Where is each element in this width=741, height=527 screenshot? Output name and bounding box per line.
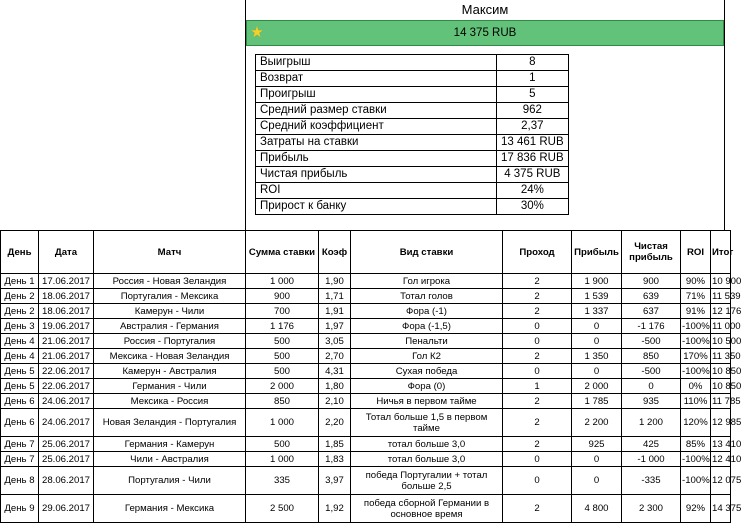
cell-bet-type: Фора (-1,5)	[351, 319, 503, 334]
cell-day: День 9	[1, 495, 39, 523]
column-header-match: Матч	[94, 231, 246, 274]
summary-value: 30%	[497, 199, 569, 215]
cell-bet-type: Сухая победа	[351, 364, 503, 379]
cell-total: 10 850	[712, 365, 741, 377]
table-row	[1, 437, 731, 452]
cell-total: 10 900	[712, 275, 741, 287]
cell-bet-type: Тотал голов	[351, 289, 503, 304]
cell-total: 11 000	[712, 320, 741, 332]
cell-odds: 1,90	[319, 274, 351, 289]
table-row	[1, 379, 731, 394]
cell-stake: 1 000	[246, 452, 319, 467]
cell-profit: 925	[572, 437, 622, 452]
table-row	[1, 349, 731, 364]
cell-roi: -100%	[682, 335, 710, 347]
column-header-bet-type: Вид ставки	[351, 231, 503, 274]
table-row	[1, 334, 731, 349]
summary-value: 17 836 RUB	[497, 151, 569, 167]
cell-net-profit: 639	[622, 289, 681, 304]
cell-odds: 1,97	[319, 319, 351, 334]
cell-roi: -100%	[682, 453, 710, 465]
cell-profit: 0	[572, 467, 622, 495]
summary-value: 24%	[497, 183, 569, 199]
cell-stake: 500	[246, 437, 319, 452]
cell-day: День 2	[1, 304, 39, 319]
cell-pass: 2	[503, 274, 572, 289]
cell-net-profit: -500	[622, 334, 681, 349]
cell-stake: 1 176	[246, 319, 319, 334]
cell-total: 10 500	[712, 335, 741, 347]
cell-match: Новая Зеландия - Португалия	[94, 409, 246, 437]
cell-odds: 2,10	[319, 394, 351, 409]
cell-profit: 0	[572, 452, 622, 467]
cell-total: 11 350	[712, 350, 741, 362]
table-row	[1, 409, 731, 437]
cell-bet-type: Пенальти	[351, 334, 503, 349]
summary-value: 1	[497, 71, 569, 87]
table-row	[1, 467, 731, 495]
cell-net-profit: 2 300	[622, 495, 681, 523]
cell-net-profit: 900	[622, 274, 681, 289]
cell-date: 25.06.2017	[39, 437, 94, 452]
summary-label: Прирост к банку	[256, 199, 497, 215]
cell-roi: 120%	[681, 409, 711, 437]
cell-bet-type: Фора (0)	[351, 379, 503, 394]
cell-match: Россия - Португалия	[94, 334, 246, 349]
cell-pass: 0	[503, 467, 572, 495]
cell-bet-type: победа сборной Германии в основное время	[351, 495, 503, 523]
summary-label: ROI	[256, 183, 497, 199]
cell-date: 18.06.2017	[39, 304, 94, 319]
cell-match: Камерун - Австралия	[94, 364, 246, 379]
cell-match: Германия - Камерун	[94, 437, 246, 452]
summary-label: Средний размер ставки	[256, 103, 497, 119]
cell-total: 14 375	[711, 495, 731, 523]
cell-roi: 91%	[681, 304, 711, 319]
cell-profit: 4 800	[572, 495, 622, 523]
table-row	[1, 274, 731, 289]
balance-banner	[246, 20, 724, 46]
cell-date: 28.06.2017	[39, 467, 94, 495]
table-row	[1, 364, 731, 379]
cell-roi: 0%	[681, 379, 711, 394]
cell-odds: 2,20	[319, 409, 351, 437]
cell-total: 11 539	[712, 290, 741, 302]
table-row	[1, 495, 731, 523]
column-header-odds: Коэф	[319, 231, 351, 274]
cell-date: 24.06.2017	[39, 409, 94, 437]
column-header-pass: Проход	[503, 231, 572, 274]
cell-day: День 5	[1, 379, 39, 394]
cell-odds: 1,83	[319, 452, 351, 467]
summary-value: 8	[497, 55, 569, 71]
cell-pass: 0	[503, 364, 572, 379]
cell-pass: 0	[503, 452, 572, 467]
cell-net-profit: -500	[622, 364, 681, 379]
cell-match: Португалия - Чили	[94, 467, 246, 495]
cell-net-profit: -1 176	[622, 319, 681, 334]
summary-label: Выигрыш	[256, 55, 497, 71]
cell-stake: 850	[246, 394, 319, 409]
summary-row	[256, 151, 569, 167]
cell-odds: 3,97	[319, 467, 351, 495]
summary-row	[256, 183, 569, 199]
cell-total: 12 410	[712, 453, 741, 465]
summary-row	[256, 71, 569, 87]
right-border-line	[724, 0, 725, 230]
summary-value: 13 461 RUB	[497, 135, 569, 151]
cell-match: Германия - Мексика	[94, 495, 246, 523]
summary-value: 5	[497, 87, 569, 103]
column-header-profit: Прибыль	[572, 231, 622, 274]
cell-stake: 700	[246, 304, 319, 319]
summary-label: Средний коэффициент	[256, 119, 497, 135]
table-row	[1, 319, 731, 334]
table-row	[1, 304, 731, 319]
cell-pass: 2	[503, 495, 572, 523]
cell-pass: 2	[503, 437, 572, 452]
cell-total: 12 176	[712, 305, 741, 317]
cell-net-profit: 0	[622, 379, 681, 394]
cell-match: Германия - Чили	[94, 379, 246, 394]
cell-pass: 2	[503, 289, 572, 304]
cell-pass: 2	[503, 394, 572, 409]
cell-date: 21.06.2017	[39, 349, 94, 364]
summary-value: 4 375 RUB	[497, 167, 569, 183]
summary-row	[256, 199, 569, 215]
cell-roi: 85%	[681, 437, 711, 452]
cell-stake: 1 000	[246, 274, 319, 289]
summary-table	[255, 54, 569, 215]
cell-odds: 2,70	[319, 349, 351, 364]
column-header-date: Дата	[39, 231, 94, 274]
cell-stake: 2 000	[246, 379, 319, 394]
cell-day: День 5	[1, 364, 39, 379]
cell-odds: 3,05	[319, 334, 351, 349]
cell-roi: 71%	[681, 289, 711, 304]
cell-odds: 1,92	[319, 495, 351, 523]
cell-match: Чили - Австралия	[94, 452, 246, 467]
table-row	[1, 394, 731, 409]
cell-profit: 2 000	[572, 379, 622, 394]
cell-net-profit: 1 200	[622, 409, 681, 437]
cell-odds: 1,91	[319, 304, 351, 319]
summary-row	[256, 103, 569, 119]
cell-date: 17.06.2017	[39, 274, 94, 289]
cell-stake: 1 000	[246, 409, 319, 437]
cell-roi: 90%	[681, 274, 711, 289]
cell-net-profit: 935	[622, 394, 681, 409]
cell-bet-type: Гол игрока	[351, 274, 503, 289]
cell-roi: 92%	[681, 495, 711, 523]
star-icon: ★	[250, 24, 264, 41]
cell-day: День 8	[1, 467, 39, 495]
balance-value: 14 375 RUB	[453, 27, 517, 39]
cell-match: Австралия - Германия	[94, 319, 246, 334]
column-header-net-profit: Чистая прибыль	[622, 231, 681, 274]
cell-profit: 0	[572, 334, 622, 349]
summary-label: Чистая прибыль	[256, 167, 497, 183]
summary-label: Прибыль	[256, 151, 497, 167]
cell-day: День 4	[1, 349, 39, 364]
cell-bet-type: Ничья в первом тайме	[351, 394, 503, 409]
summary-value: 962	[497, 103, 569, 119]
cell-profit: 1 900	[572, 274, 622, 289]
cell-bet-type: Тотал больше 1,5 в первом тайме	[351, 409, 503, 437]
table-row	[1, 452, 731, 467]
summary-row	[256, 87, 569, 103]
cell-date: 24.06.2017	[39, 394, 94, 409]
cell-profit: 0	[572, 364, 622, 379]
page-title: Максим	[461, 2, 509, 17]
cell-pass: 0	[503, 319, 572, 334]
cell-stake: 900	[246, 289, 319, 304]
cell-bet-type: тотал больше 3,0	[351, 437, 503, 452]
cell-net-profit: -1 000	[622, 452, 681, 467]
cell-bet-type: победа Португалии + тотал больше 2,5	[351, 467, 503, 495]
cell-profit: 0	[572, 319, 622, 334]
summary-row	[256, 135, 569, 151]
cell-odds: 1,71	[319, 289, 351, 304]
cell-day: День 3	[1, 319, 39, 334]
cell-total: 13 410	[712, 438, 741, 450]
cell-roi: 170%	[681, 349, 711, 364]
cell-roi: 110%	[681, 394, 711, 409]
column-header-stake: Сумма ставки	[246, 231, 319, 274]
cell-profit: 1 785	[572, 394, 622, 409]
cell-bet-type: Фора (-1)	[351, 304, 503, 319]
summary-row	[256, 55, 569, 71]
cell-day: День 1	[1, 274, 39, 289]
cell-profit: 1 337	[572, 304, 622, 319]
cell-match: Португалия - Мексика	[94, 289, 246, 304]
cell-stake: 500	[246, 334, 319, 349]
cell-stake: 2 500	[246, 495, 319, 523]
cell-bet-type: Гол К2	[351, 349, 503, 364]
cell-profit: 2 200	[572, 409, 622, 437]
cell-odds: 4,31	[319, 364, 351, 379]
cell-match: Камерун - Чили	[94, 304, 246, 319]
cell-total: 10 850	[712, 380, 741, 392]
cell-pass: 2	[503, 349, 572, 364]
summary-row	[256, 119, 569, 135]
cell-pass: 1	[503, 379, 572, 394]
cell-day: День 7	[1, 437, 39, 452]
summary-label: Затраты на ставки	[256, 135, 497, 151]
summary-label: Возврат	[256, 71, 497, 87]
summary-label: Проигрыш	[256, 87, 497, 103]
column-header-day: День	[1, 231, 39, 274]
cell-date: 25.06.2017	[39, 452, 94, 467]
column-header-roi: ROI	[681, 231, 711, 274]
cell-pass: 0	[503, 334, 572, 349]
cell-profit: 1 350	[572, 349, 622, 364]
cell-pass: 2	[503, 304, 572, 319]
cell-date: 18.06.2017	[39, 289, 94, 304]
cell-profit: 1 539	[572, 289, 622, 304]
cell-stake: 500	[246, 349, 319, 364]
cell-day: День 7	[1, 452, 39, 467]
cell-match: Мексика - Новая Зеландия	[94, 349, 246, 364]
cell-stake: 335	[246, 467, 319, 495]
cell-total: 12 985	[711, 409, 731, 437]
table-row	[1, 289, 731, 304]
bets-table	[0, 230, 741, 523]
cell-total: 11 785	[712, 395, 741, 407]
cell-day: День 2	[1, 289, 39, 304]
cell-odds: 1,80	[319, 379, 351, 394]
cell-net-profit: 425	[622, 437, 681, 452]
cell-day: День 6	[1, 394, 39, 409]
cell-roi: -100%	[682, 320, 710, 332]
summary-value: 2,37	[497, 119, 569, 135]
cell-odds: 1,85	[319, 437, 351, 452]
cell-net-profit: 637	[622, 304, 681, 319]
cell-bet-type: тотал больше 3,0	[351, 452, 503, 467]
cell-total: 12 075	[711, 467, 731, 495]
cell-roi: -100%	[682, 365, 710, 377]
cell-net-profit: -335	[622, 467, 681, 495]
cell-date: 29.06.2017	[39, 495, 94, 523]
cell-match: Мексика - Россия	[94, 394, 246, 409]
cell-match: Россия - Новая Зеландия	[94, 274, 246, 289]
cell-roi: -100%	[681, 467, 711, 495]
column-header-total: Итог	[711, 231, 731, 274]
cell-date: 19.06.2017	[39, 319, 94, 334]
cell-stake: 500	[246, 364, 319, 379]
cell-net-profit: 850	[622, 349, 681, 364]
cell-day: День 4	[1, 334, 39, 349]
cell-date: 22.06.2017	[39, 379, 94, 394]
cell-pass: 2	[503, 409, 572, 437]
summary-row	[256, 167, 569, 183]
table-header-row	[1, 231, 731, 274]
cell-date: 21.06.2017	[39, 334, 94, 349]
cell-day: День 6	[1, 409, 39, 437]
cell-date: 22.06.2017	[39, 364, 94, 379]
